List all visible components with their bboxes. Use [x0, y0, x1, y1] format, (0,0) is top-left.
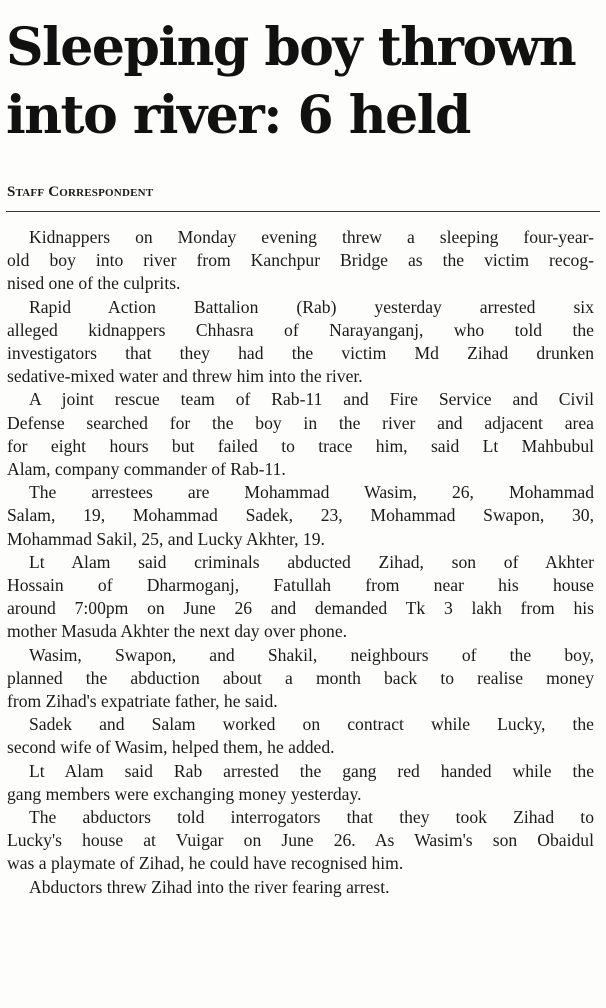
text-line: investigators that they had the victim Md Zihad drunken — [7, 343, 594, 364]
paragraph — [7, 713, 594, 759]
text-line: around 7:00pm on June 26 and demanded Tk 3 lakh from his — [7, 598, 594, 619]
text-line: second wife of Wasim, helped them, he added. — [7, 737, 335, 758]
text-line: The arrestees are Mohammad Wasim, 26, Mohammad — [29, 482, 594, 503]
paragraph — [7, 388, 594, 481]
text-line: alleged kidnappers Chhasra of Narayanganj, who told the — [7, 319, 594, 340]
headline-line: Sleeping boy thrown — [6, 17, 576, 78]
text-line: Hossain of Dharmoganj, Fatullah from near his house — [7, 575, 594, 596]
text-line: Defense searched for the boy in the river and adjacent area — [7, 412, 594, 433]
paragraph — [7, 760, 594, 806]
text-line: Rapid Action Battalion (Rab) yesterday arrested six — [29, 296, 594, 317]
text-line: nised one of the culprits. — [7, 273, 181, 294]
text-line: for eight hours but failed to trace him, said Lt Mahbubul — [7, 435, 594, 456]
paragraph — [7, 644, 594, 714]
byline — [7, 182, 153, 202]
text-line: Mohammad Sakil, 25, and Lucky Akhter, 19. — [7, 528, 325, 549]
paragraph — [7, 296, 594, 389]
text-line: gang members were exchanging money yesterday. — [7, 783, 362, 804]
text-line: mother Masuda Akhter the next day over phone. — [7, 621, 348, 642]
text-line: The abductors told interrogators that they took Zihad to — [29, 807, 594, 828]
paragraph — [7, 481, 594, 551]
paragraph — [7, 551, 594, 644]
byline-divider — [6, 211, 600, 212]
text-line: Sadek and Salam worked on contract while Lucky, the — [29, 714, 594, 735]
text-line: Kidnappers on Monday evening threw a sleeping four-year- — [29, 227, 594, 247]
text-line: Abductors threw Zihad into the river fearing arrest. — [29, 876, 390, 897]
byline-text: Staff Correspondent — [7, 184, 154, 200]
text-line: from Zihad's expatriate father, he said. — [7, 691, 278, 712]
text-line: Salam, 19, Mohammad Sadek, 23, Mohammad Swapon, 30, — [7, 505, 594, 526]
text-line: Lt Alam said Rab arrested the gang red handed while the — [29, 760, 594, 781]
text-line: A joint rescue team of Rab-11 and Fire Service and Civil — [29, 389, 594, 410]
text-line: Lt Alam said criminals abducted Zihad, son of Akhter — [29, 551, 594, 572]
article-body — [7, 226, 594, 899]
headline-line: into river: 6 held — [6, 85, 470, 146]
text-line: Alam, company commander of Rab-11. — [7, 459, 286, 480]
paragraph — [7, 876, 594, 899]
paragraph — [7, 806, 594, 876]
text-line: planned the abduction about a month back to realise money — [7, 667, 594, 688]
text-line: sedative-mixed water and threw him into the river. — [7, 366, 363, 387]
text-line: was a playmate of Zihad, he could have recognised him. — [7, 853, 404, 874]
paragraph — [7, 226, 594, 296]
text-line: Lucky's house at Vuigar on June 26. As Wasim's son Obaidul — [7, 830, 594, 851]
text-line: Wasim, Swapon, and Shakil, neighbours of the boy, — [29, 644, 594, 665]
text-line: old boy into river from Kanchpur Bridge as the victim recog- — [7, 250, 594, 271]
headline — [6, 14, 602, 150]
